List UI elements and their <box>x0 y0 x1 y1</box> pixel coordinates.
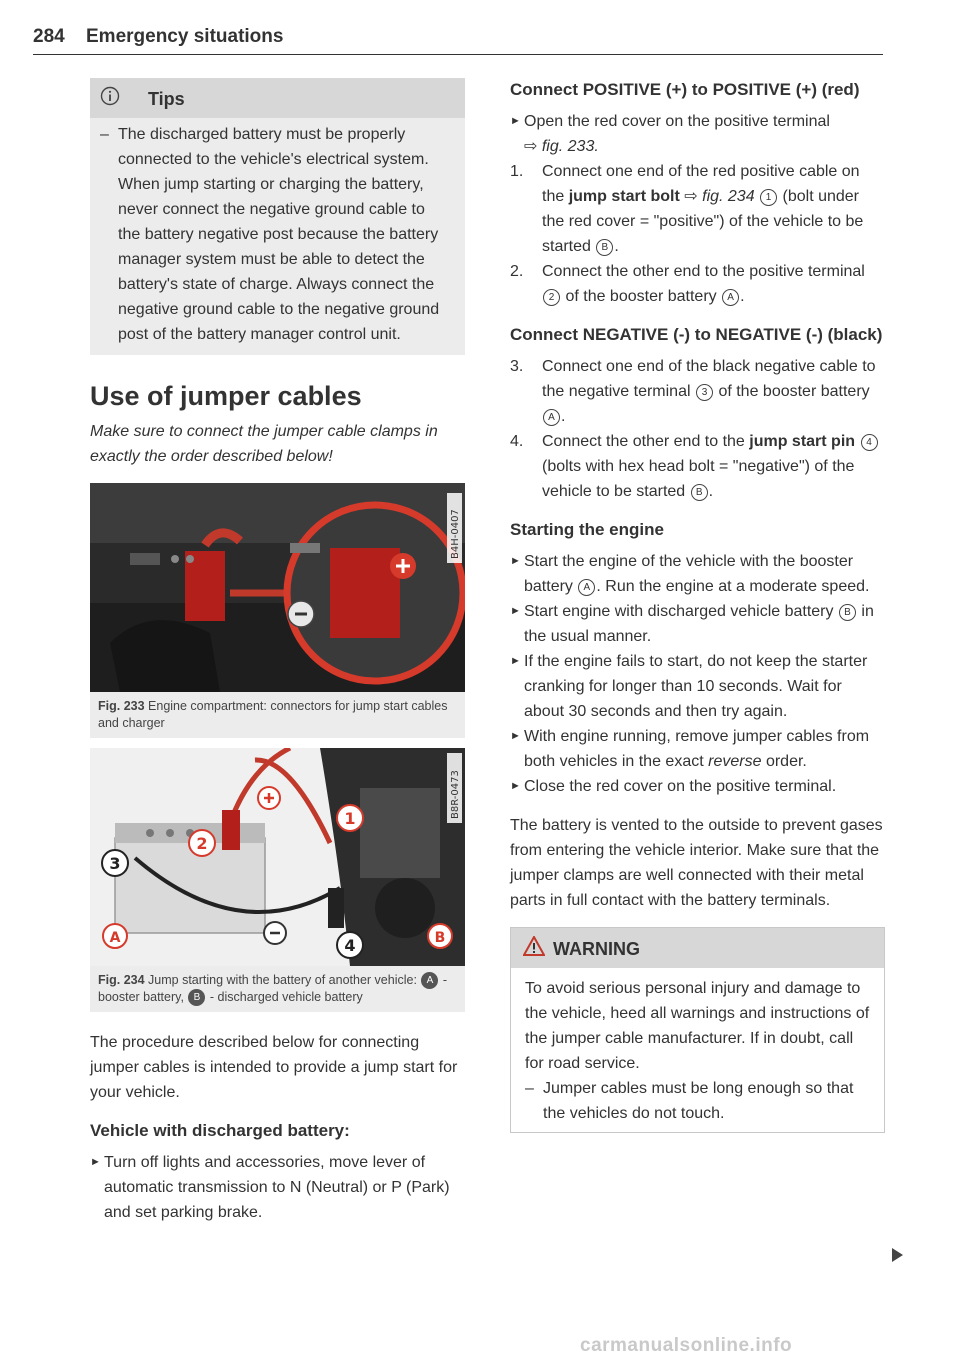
marker-b: B <box>434 930 446 946</box>
step-2: 2. Connect the other end to the positive terminal 2 of the booster battery A . <box>510 263 865 305</box>
warning-triangle-icon <box>523 936 545 956</box>
start-bullet-3: ► If the engine fails to start, do not keep the starter cranking for longer than 10 seconds. Wait for about 30 seconds and then try again. <box>510 653 868 720</box>
section-heading: Use of jumper cables <box>90 381 362 411</box>
step-4: 4. Connect the other end to the jump start pin 4 (bolts with hex head bolt = "negative") of the vehicle to be started B . <box>510 429 885 504</box>
fig234-caption: Fig. 234 Jump starting with the battery of another vehicle: A - booster battery, B - discharged vehicle battery <box>98 973 448 1004</box>
fig233-code: B4H-0407 <box>450 509 461 559</box>
figure-234 <box>90 748 465 1012</box>
marker-4: 4 <box>344 936 356 955</box>
positive-heading: Connect POSITIVE (+) to POSITIVE (+) (red) <box>510 80 860 99</box>
start-bullet-1: ► Start the engine of the vehicle with the booster battery A . Run the engine at a moderate speed. <box>510 553 870 595</box>
left-column <box>90 78 465 1225</box>
start-bullet-4: ► With engine running, remove jumper cables from both vehicles in the exact reverse order. <box>510 728 870 770</box>
vent-paragraph: The battery is vented to the outside to prevent gases from entering the vehicle interior. Make sure that the jumper clamps are well connected with their metal parts in full contact with the battery terminals. <box>510 817 883 909</box>
section-title: Emergency situations <box>86 26 284 47</box>
negative-heading: Connect NEGATIVE (-) to NEGATIVE (-) (black) <box>510 325 883 344</box>
procedure-paragraph: The procedure described below for connecting jumper cables is intended to provide a jump start for your vehicle. <box>90 1034 458 1101</box>
engine-compartment-image <box>90 483 465 692</box>
warning-header <box>511 928 884 968</box>
starting-heading: Starting the engine <box>510 520 664 539</box>
marker-a: A <box>109 930 121 946</box>
warning-box <box>510 927 885 1133</box>
tips-header <box>90 78 465 118</box>
warning-dash-item: – Jumper cables must be long enough so that the vehicles do not touch. <box>525 1080 854 1122</box>
fig233-caption: Fig. 233 Engine compartment: connectors for jump start cables and charger <box>98 699 448 730</box>
step-3: 3. Connect one end of the black negative cable to the negative terminal 3 of the booster battery A . <box>510 358 876 425</box>
fig234-code: B8R-0473 <box>450 770 461 819</box>
section-intro: Make sure to connect the jumper cable clamps in exactly the order described below! <box>90 423 438 465</box>
page-number: 284 <box>33 26 65 47</box>
marker-2: 2 <box>196 834 208 853</box>
vehicle-heading: Vehicle with discharged battery: <box>90 1121 350 1140</box>
marker-1: 1 <box>344 809 356 828</box>
watermark: carmanualsonline.info <box>580 1335 793 1356</box>
jump-start-illustration <box>90 748 465 966</box>
tips-box <box>90 78 465 355</box>
start-bullet-2: ► Start engine with discharged vehicle battery B in the usual manner. <box>510 603 874 645</box>
vehicle-bullet: ► Turn off lights and accessories, move lever of automatic transmission to N (Neutral) or P (Park) and set parking brake. <box>90 1154 450 1221</box>
right-column <box>510 78 885 1133</box>
info-icon <box>100 86 120 106</box>
tips-label: Tips <box>148 89 185 109</box>
step-1: 1. Connect one end of the red positive cable on the jump start bolt ⇨ fig. 234 1 (bolt under the red cover = "positive") of the vehicle to be started B . <box>510 163 864 255</box>
figure-233 <box>90 483 465 738</box>
warning-text: To avoid serious personal injury and damage to the vehicle, heed all warnings and instructions of the jumper cable manufacturer. If in doubt, call for road service. <box>525 980 870 1072</box>
continue-arrow-icon <box>892 1248 903 1262</box>
marker-3: 3 <box>109 854 121 873</box>
tips-item: – The discharged battery must be properly connected to the vehicle's electrical system. When jump starting or charging the battery, never connect the negative ground cable to the battery negative post because the battery manager system must be able to detect the battery's state of charge. Always connect the negative ground cable to the negative ground post of the battery manager control unit. <box>100 126 440 343</box>
start-bullet-5: ► Close the red cover on the positive terminal. <box>510 778 837 795</box>
page-header <box>33 26 883 55</box>
positive-bullet: ► Open the red cover on the positive terminal ⇨ fig. 233. <box>510 113 830 155</box>
warning-label: WARNING <box>553 939 640 959</box>
